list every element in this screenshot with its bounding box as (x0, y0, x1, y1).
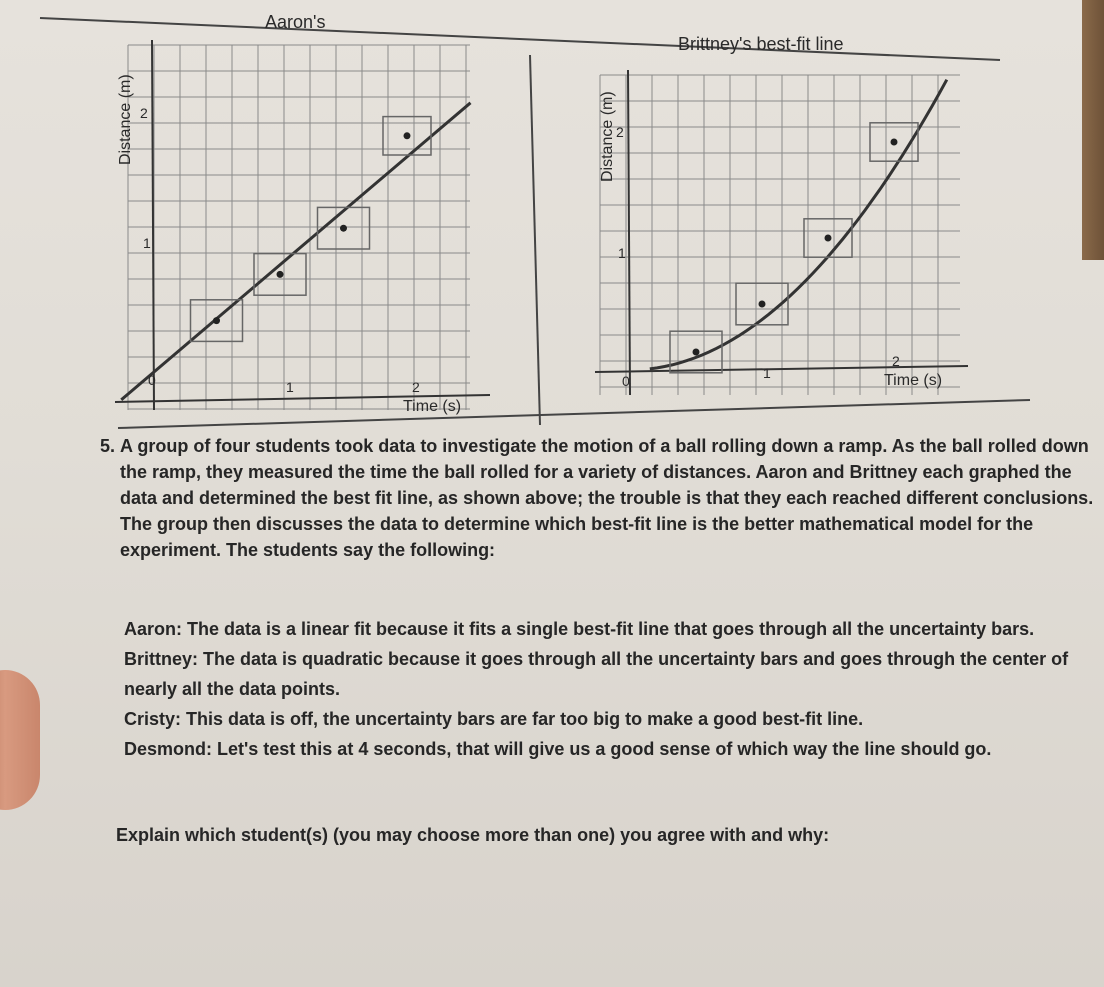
answer-prompt (116, 822, 1036, 848)
thumb (0, 670, 40, 810)
data-point (277, 271, 284, 278)
aaron-grid (128, 45, 470, 410)
question-line: data and determined the best fit line, as shown above; the trouble is that they each reached different conclusions. (120, 488, 1094, 508)
aaron-points (191, 117, 432, 342)
brittney-y-tick-0: 0 (622, 373, 630, 389)
brittney-x-label: Time (s) (884, 372, 943, 389)
prompt-text: Explain which student(s) (you may choose more than one) you agree with and why: (116, 825, 830, 845)
brittney-y-tick-1: 1 (618, 245, 626, 261)
aaron-title: Aaron's (265, 12, 326, 32)
brittney-x-tick-1: 1 (763, 365, 771, 381)
brittney-title: Brittney's best-fit line (678, 34, 844, 54)
aaron-y-tick-1: 1 (143, 235, 151, 251)
aaron-statement: Aaron: The data is a linear fit because it fits a single best-fit line that goes through all the uncertainty bars. (124, 619, 1035, 639)
aaron-y-tick-2: 2 (140, 105, 148, 121)
brittney-y-label: Distance (m) (599, 91, 616, 182)
data-point (825, 235, 832, 242)
data-point (213, 317, 220, 324)
aaron-y-tick-0: 0 (148, 372, 156, 388)
fit-line-segment (121, 103, 470, 400)
aaron-x-label: Time (s) (403, 398, 462, 415)
graphs-figure (0, 0, 1104, 440)
aaron-fit-line (121, 103, 470, 400)
question-number: 5. (100, 436, 116, 456)
aaron-x-tick-1: 1 (286, 379, 294, 395)
desmond-statement: Desmond: Let's test this at 4 seconds, that will give us a good sense of which way the line should go. (124, 739, 992, 759)
brittney-statement-cont: nearly all the data points. (124, 679, 341, 699)
data-point (891, 139, 898, 146)
brittney-x-tick-2: 2 (892, 353, 900, 369)
data-point (404, 132, 411, 139)
brittney-statement: Brittney: The data is quadratic because it goes through all the uncertainty bars and goes through the center of (124, 649, 1069, 669)
aaron-y-label: Distance (m) (117, 74, 134, 165)
aaron-axes (115, 40, 490, 410)
brittney-y-tick-2: 2 (616, 124, 624, 140)
data-point (693, 349, 700, 356)
question-line: A group of four students took data to investigate the motion of a ball rolling down a ramp. As the ball rolled down (120, 436, 1089, 456)
question-body (120, 433, 1094, 563)
question-line: the ramp, they measured the time the ball rolled for a variety of distances. Aaron and Brittney each graphed the (120, 462, 1072, 482)
aaron-x-tick-2: 2 (412, 379, 420, 395)
data-point (340, 225, 347, 232)
question-line: The group then discusses the data to determine which best-fit line is the better mathematical model for the (120, 514, 1034, 534)
cristy-statement: Cristy: This data is off, the uncertainty bars are far too big to make a good best-fit line. (124, 709, 864, 729)
question-line: experiment. The students say the following: (120, 540, 496, 560)
student-statements (124, 614, 1069, 764)
data-point (759, 301, 766, 308)
